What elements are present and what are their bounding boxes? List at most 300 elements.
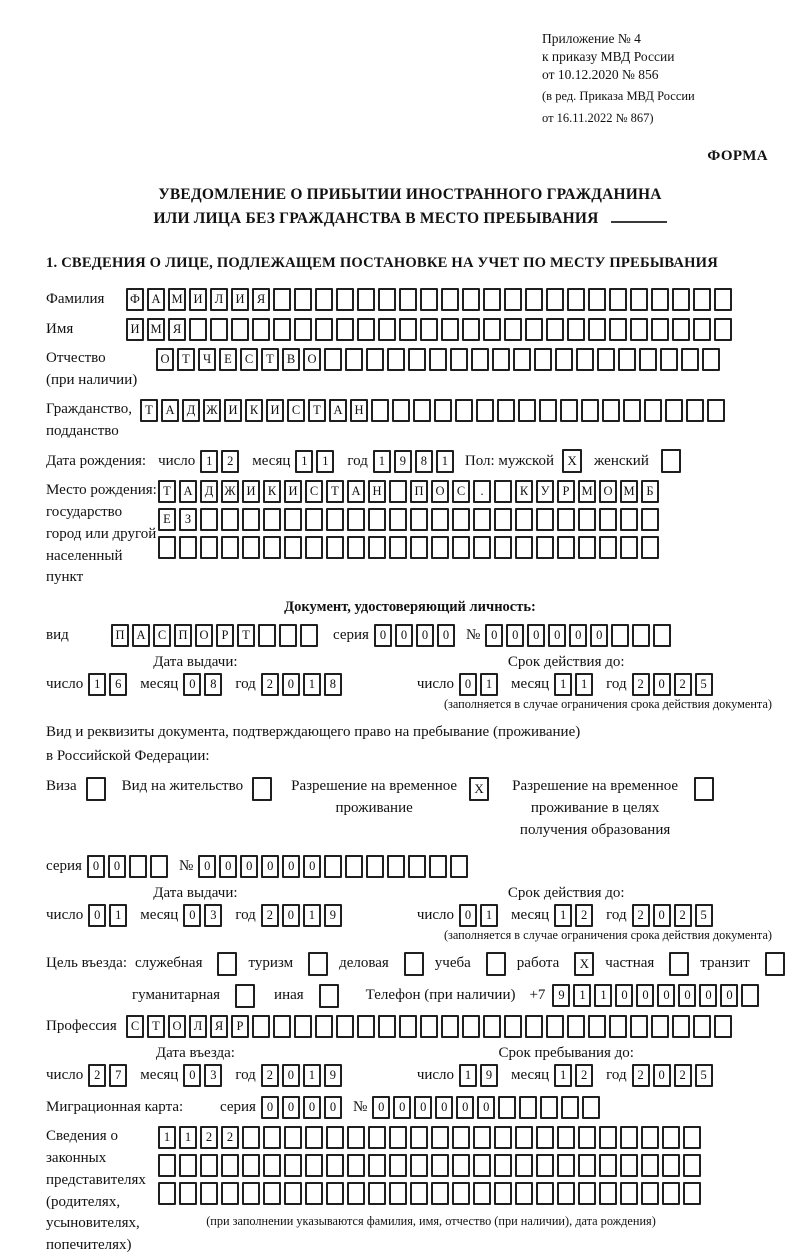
char-box[interactable] [599, 1154, 617, 1177]
char-box[interactable] [336, 1015, 354, 1038]
char-box[interactable] [525, 318, 543, 341]
char-box[interactable] [462, 288, 480, 311]
char-box[interactable] [242, 1126, 260, 1149]
char-box[interactable] [242, 508, 260, 531]
char-box[interactable] [515, 1154, 533, 1177]
char-box[interactable] [357, 1015, 375, 1038]
char-box[interactable] [347, 1126, 365, 1149]
char-box[interactable]: 0 [183, 673, 201, 696]
char-box[interactable] [599, 1182, 617, 1205]
char-box[interactable] [347, 508, 365, 531]
char-box[interactable] [378, 318, 396, 341]
char-box[interactable] [567, 318, 585, 341]
char-box[interactable] [504, 1015, 522, 1038]
char-box[interactable] [326, 508, 344, 531]
private-checkbox[interactable] [669, 952, 689, 976]
char-box[interactable]: 0 [548, 624, 566, 647]
char-box[interactable] [179, 536, 197, 559]
char-box[interactable] [515, 1182, 533, 1205]
char-box[interactable] [431, 508, 449, 531]
char-box[interactable] [326, 1154, 344, 1177]
char-box[interactable]: 2 [632, 673, 650, 696]
char-box[interactable] [483, 1015, 501, 1038]
char-box[interactable] [683, 1126, 701, 1149]
char-box[interactable] [263, 1154, 281, 1177]
tourism-checkbox[interactable] [308, 952, 328, 976]
char-box[interactable] [378, 288, 396, 311]
char-box[interactable] [609, 1015, 627, 1038]
char-box[interactable] [741, 984, 759, 1007]
char-box[interactable]: М [578, 480, 596, 503]
char-box[interactable]: М [147, 318, 165, 341]
char-box[interactable] [639, 348, 657, 371]
char-box[interactable]: 1 [573, 984, 591, 1007]
char-box[interactable] [441, 288, 459, 311]
char-box[interactable] [429, 855, 447, 878]
char-box[interactable] [429, 348, 447, 371]
char-box[interactable] [221, 1154, 239, 1177]
char-box[interactable] [651, 318, 669, 341]
char-box[interactable] [588, 288, 606, 311]
char-box[interactable]: Б [641, 480, 659, 503]
char-box[interactable] [389, 1154, 407, 1177]
char-box[interactable] [284, 508, 302, 531]
char-box[interactable]: Т [261, 348, 279, 371]
char-box[interactable] [371, 399, 389, 422]
char-box[interactable] [452, 536, 470, 559]
char-box[interactable]: 0 [198, 855, 216, 878]
char-box[interactable]: 1 [303, 673, 321, 696]
char-box[interactable]: Л [189, 1015, 207, 1038]
char-box[interactable] [662, 1154, 680, 1177]
char-box[interactable]: 0 [414, 1096, 432, 1119]
char-box[interactable] [683, 1154, 701, 1177]
char-box[interactable] [546, 1015, 564, 1038]
char-box[interactable]: 0 [282, 904, 300, 927]
char-box[interactable] [515, 536, 533, 559]
char-box[interactable] [644, 399, 662, 422]
char-box[interactable] [683, 1182, 701, 1205]
char-box[interactable] [494, 1154, 512, 1177]
char-box[interactable] [179, 1154, 197, 1177]
char-box[interactable] [242, 1182, 260, 1205]
char-box[interactable] [483, 318, 501, 341]
char-box[interactable]: 0 [653, 1064, 671, 1087]
char-box[interactable]: 1 [303, 904, 321, 927]
char-box[interactable] [252, 318, 270, 341]
char-box[interactable] [519, 1096, 537, 1119]
char-box[interactable]: 0 [282, 1064, 300, 1087]
char-box[interactable] [672, 1015, 690, 1038]
char-box[interactable]: 6 [109, 673, 127, 696]
char-box[interactable] [315, 318, 333, 341]
char-box[interactable]: 0 [395, 624, 413, 647]
char-box[interactable]: 0 [456, 1096, 474, 1119]
char-box[interactable] [210, 318, 228, 341]
char-box[interactable]: Ч [198, 348, 216, 371]
char-box[interactable]: И [231, 288, 249, 311]
char-box[interactable] [557, 508, 575, 531]
char-box[interactable] [641, 508, 659, 531]
char-box[interactable]: О [195, 624, 213, 647]
char-box[interactable]: К [263, 480, 281, 503]
char-box[interactable]: 1 [480, 904, 498, 927]
char-box[interactable]: 2 [632, 1064, 650, 1087]
char-box[interactable]: О [303, 348, 321, 371]
char-box[interactable]: 0 [108, 855, 126, 878]
char-box[interactable] [242, 1154, 260, 1177]
char-box[interactable]: Ж [203, 399, 221, 422]
char-box[interactable] [279, 624, 297, 647]
char-box[interactable] [305, 508, 323, 531]
char-box[interactable] [693, 1015, 711, 1038]
char-box[interactable]: Н [350, 399, 368, 422]
char-box[interactable]: Я [252, 288, 270, 311]
char-box[interactable]: К [515, 480, 533, 503]
char-box[interactable]: 9 [480, 1064, 498, 1087]
char-box[interactable]: 8 [324, 673, 342, 696]
char-box[interactable]: 0 [653, 673, 671, 696]
temp-residence-checkbox[interactable]: X [469, 777, 489, 801]
char-box[interactable] [129, 855, 147, 878]
char-box[interactable]: С [305, 480, 323, 503]
char-box[interactable]: К [245, 399, 263, 422]
char-box[interactable] [179, 1182, 197, 1205]
char-box[interactable] [462, 318, 480, 341]
char-box[interactable] [452, 508, 470, 531]
char-box[interactable] [672, 288, 690, 311]
char-box[interactable] [546, 318, 564, 341]
char-box[interactable] [462, 1015, 480, 1038]
char-box[interactable] [200, 536, 218, 559]
char-box[interactable]: А [147, 288, 165, 311]
char-box[interactable] [630, 288, 648, 311]
char-box[interactable] [324, 855, 342, 878]
char-box[interactable] [672, 318, 690, 341]
char-box[interactable] [420, 1015, 438, 1038]
char-box[interactable]: 0 [240, 855, 258, 878]
char-box[interactable] [609, 318, 627, 341]
char-box[interactable] [560, 399, 578, 422]
char-box[interactable]: 2 [261, 904, 279, 927]
char-box[interactable] [651, 288, 669, 311]
char-box[interactable] [494, 480, 512, 503]
char-box[interactable]: 1 [594, 984, 612, 1007]
char-box[interactable]: Ж [221, 480, 239, 503]
char-box[interactable]: 2 [674, 904, 692, 927]
char-box[interactable] [588, 1015, 606, 1038]
char-box[interactable] [305, 1182, 323, 1205]
char-box[interactable] [300, 624, 318, 647]
char-box[interactable]: 0 [219, 855, 237, 878]
visa-checkbox[interactable] [86, 777, 106, 801]
char-box[interactable] [693, 318, 711, 341]
char-box[interactable] [471, 348, 489, 371]
char-box[interactable] [263, 1126, 281, 1149]
other-checkbox[interactable] [319, 984, 339, 1008]
char-box[interactable]: М [168, 288, 186, 311]
char-box[interactable]: П [410, 480, 428, 503]
char-box[interactable]: И [189, 288, 207, 311]
char-box[interactable] [368, 508, 386, 531]
char-box[interactable] [686, 399, 704, 422]
char-box[interactable] [357, 318, 375, 341]
char-box[interactable] [536, 1126, 554, 1149]
char-box[interactable] [455, 399, 473, 422]
char-box[interactable]: 0 [636, 984, 654, 1007]
char-box[interactable] [611, 624, 629, 647]
char-box[interactable]: С [153, 624, 171, 647]
char-box[interactable]: 2 [88, 1064, 106, 1087]
char-box[interactable]: 0 [303, 855, 321, 878]
char-box[interactable] [413, 399, 431, 422]
char-box[interactable]: 0 [435, 1096, 453, 1119]
char-box[interactable]: А [132, 624, 150, 647]
char-box[interactable] [347, 1154, 365, 1177]
char-box[interactable]: 2 [674, 673, 692, 696]
char-box[interactable] [410, 1182, 428, 1205]
char-box[interactable]: 1 [480, 673, 498, 696]
char-box[interactable]: 0 [183, 1064, 201, 1087]
char-box[interactable] [620, 1182, 638, 1205]
char-box[interactable]: 1 [295, 450, 313, 473]
char-box[interactable]: Д [200, 480, 218, 503]
char-box[interactable] [399, 1015, 417, 1038]
char-box[interactable]: 1 [109, 904, 127, 927]
char-box[interactable]: 7 [109, 1064, 127, 1087]
char-box[interactable] [714, 318, 732, 341]
char-box[interactable] [389, 508, 407, 531]
char-box[interactable]: 1 [554, 904, 572, 927]
char-box[interactable] [387, 348, 405, 371]
char-box[interactable] [326, 536, 344, 559]
char-box[interactable]: 1 [459, 1064, 477, 1087]
char-box[interactable] [336, 288, 354, 311]
char-box[interactable] [557, 1182, 575, 1205]
char-box[interactable] [399, 318, 417, 341]
char-box[interactable] [707, 399, 725, 422]
char-box[interactable] [620, 536, 638, 559]
char-box[interactable] [492, 348, 510, 371]
char-box[interactable]: 1 [554, 673, 572, 696]
char-box[interactable] [294, 288, 312, 311]
char-box[interactable] [609, 288, 627, 311]
char-box[interactable] [357, 288, 375, 311]
char-box[interactable]: Р [231, 1015, 249, 1038]
char-box[interactable]: 9 [552, 984, 570, 1007]
char-box[interactable] [273, 318, 291, 341]
humanitarian-checkbox[interactable] [235, 984, 255, 1008]
char-box[interactable] [557, 1126, 575, 1149]
char-box[interactable] [389, 1182, 407, 1205]
char-box[interactable] [473, 536, 491, 559]
char-box[interactable] [641, 1182, 659, 1205]
char-box[interactable] [431, 536, 449, 559]
char-box[interactable]: 2 [261, 673, 279, 696]
char-box[interactable]: 9 [394, 450, 412, 473]
char-box[interactable]: А [347, 480, 365, 503]
char-box[interactable]: 1 [373, 450, 391, 473]
char-box[interactable]: Р [557, 480, 575, 503]
char-box[interactable] [336, 318, 354, 341]
char-box[interactable]: 0 [261, 855, 279, 878]
char-box[interactable] [567, 288, 585, 311]
char-box[interactable] [284, 1126, 302, 1149]
char-box[interactable] [392, 399, 410, 422]
char-box[interactable]: Т [158, 480, 176, 503]
char-box[interactable]: 2 [575, 1064, 593, 1087]
char-box[interactable]: Т [177, 348, 195, 371]
char-box[interactable] [599, 536, 617, 559]
char-box[interactable]: 2 [221, 1126, 239, 1149]
char-box[interactable] [410, 1154, 428, 1177]
char-box[interactable] [473, 1154, 491, 1177]
char-box[interactable] [494, 508, 512, 531]
char-box[interactable] [578, 508, 596, 531]
char-box[interactable] [513, 348, 531, 371]
char-box[interactable]: С [240, 348, 258, 371]
char-box[interactable] [630, 1015, 648, 1038]
char-box[interactable] [420, 288, 438, 311]
char-box[interactable] [200, 508, 218, 531]
char-box[interactable] [158, 1182, 176, 1205]
char-box[interactable]: 0 [437, 624, 455, 647]
char-box[interactable]: М [620, 480, 638, 503]
char-box[interactable] [366, 348, 384, 371]
study-checkbox[interactable] [486, 952, 506, 976]
char-box[interactable] [284, 1182, 302, 1205]
char-box[interactable]: 1 [316, 450, 334, 473]
residence-permit-checkbox[interactable] [252, 777, 272, 801]
char-box[interactable] [473, 508, 491, 531]
char-box[interactable] [324, 348, 342, 371]
char-box[interactable] [518, 399, 536, 422]
char-box[interactable] [632, 624, 650, 647]
char-box[interactable] [158, 536, 176, 559]
char-box[interactable] [599, 508, 617, 531]
char-box[interactable] [420, 318, 438, 341]
char-box[interactable]: 0 [678, 984, 696, 1007]
char-box[interactable] [534, 348, 552, 371]
char-box[interactable]: 5 [695, 1064, 713, 1087]
char-box[interactable] [366, 855, 384, 878]
char-box[interactable] [431, 1182, 449, 1205]
char-box[interactable]: 2 [632, 904, 650, 927]
char-box[interactable] [494, 1126, 512, 1149]
char-box[interactable]: А [161, 399, 179, 422]
char-box[interactable] [410, 536, 428, 559]
char-box[interactable] [408, 855, 426, 878]
char-box[interactable] [578, 536, 596, 559]
char-box[interactable]: 8 [415, 450, 433, 473]
char-box[interactable] [536, 536, 554, 559]
char-box[interactable]: Л [210, 288, 228, 311]
char-box[interactable]: 0 [88, 904, 106, 927]
char-box[interactable] [389, 480, 407, 503]
char-box[interactable] [221, 1182, 239, 1205]
char-box[interactable]: 0 [282, 855, 300, 878]
char-box[interactable] [450, 348, 468, 371]
char-box[interactable]: С [452, 480, 470, 503]
char-box[interactable]: 1 [179, 1126, 197, 1149]
char-box[interactable] [368, 536, 386, 559]
char-box[interactable]: 1 [88, 673, 106, 696]
char-box[interactable] [387, 855, 405, 878]
char-box[interactable] [561, 1096, 579, 1119]
char-box[interactable]: И [284, 480, 302, 503]
char-box[interactable] [665, 399, 683, 422]
char-box[interactable] [504, 288, 522, 311]
char-box[interactable] [399, 288, 417, 311]
char-box[interactable]: Т [326, 480, 344, 503]
char-box[interactable] [258, 624, 276, 647]
char-box[interactable]: И [242, 480, 260, 503]
char-box[interactable]: 1 [303, 1064, 321, 1087]
char-box[interactable] [378, 1015, 396, 1038]
char-box[interactable] [410, 508, 428, 531]
char-box[interactable]: А [329, 399, 347, 422]
char-box[interactable] [347, 1182, 365, 1205]
char-box[interactable] [536, 1182, 554, 1205]
char-box[interactable] [693, 288, 711, 311]
char-box[interactable]: 0 [653, 904, 671, 927]
char-box[interactable] [189, 318, 207, 341]
char-box[interactable]: С [287, 399, 305, 422]
char-box[interactable] [410, 1126, 428, 1149]
char-box[interactable]: И [126, 318, 144, 341]
char-box[interactable] [602, 399, 620, 422]
char-box[interactable]: 0 [372, 1096, 390, 1119]
char-box[interactable] [263, 508, 281, 531]
char-box[interactable] [473, 1126, 491, 1149]
char-box[interactable]: А [179, 480, 197, 503]
char-box[interactable] [567, 1015, 585, 1038]
char-box[interactable]: 0 [720, 984, 738, 1007]
char-box[interactable] [263, 1182, 281, 1205]
char-box[interactable]: 0 [657, 984, 675, 1007]
char-box[interactable]: 2 [261, 1064, 279, 1087]
char-box[interactable] [242, 536, 260, 559]
char-box[interactable]: 1 [575, 673, 593, 696]
char-box[interactable] [273, 288, 291, 311]
char-box[interactable] [315, 1015, 333, 1038]
char-box[interactable]: 1 [554, 1064, 572, 1087]
char-box[interactable]: 0 [324, 1096, 342, 1119]
char-box[interactable]: П [111, 624, 129, 647]
char-box[interactable] [221, 536, 239, 559]
char-box[interactable] [618, 348, 636, 371]
char-box[interactable] [504, 318, 522, 341]
char-box[interactable] [641, 1154, 659, 1177]
char-box[interactable] [431, 1154, 449, 1177]
char-box[interactable] [441, 318, 459, 341]
char-box[interactable] [368, 1154, 386, 1177]
char-box[interactable]: 0 [282, 673, 300, 696]
char-box[interactable] [231, 318, 249, 341]
char-box[interactable]: 0 [615, 984, 633, 1007]
char-box[interactable] [200, 1182, 218, 1205]
char-box[interactable] [408, 348, 426, 371]
char-box[interactable] [431, 1126, 449, 1149]
char-box[interactable]: 0 [87, 855, 105, 878]
char-box[interactable]: 2 [221, 450, 239, 473]
char-box[interactable] [221, 508, 239, 531]
char-box[interactable] [273, 1015, 291, 1038]
char-box[interactable]: И [266, 399, 284, 422]
char-box[interactable] [473, 1182, 491, 1205]
char-box[interactable]: 0 [590, 624, 608, 647]
char-box[interactable]: 0 [477, 1096, 495, 1119]
